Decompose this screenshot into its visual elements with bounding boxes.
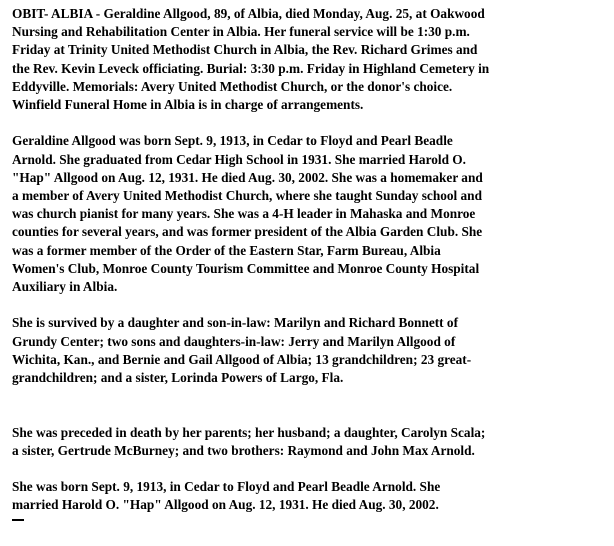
text-line: Grundy Center; two sons and daughters-in-law: Jerry and Marilyn Allgood of — [12, 333, 456, 349]
text-line: She was preceded in death by her parents; her husband; a daughter, Carolyn Scala; — [12, 424, 486, 440]
paragraph-birth-marriage — [12, 478, 604, 514]
paragraph-survivors — [12, 314, 604, 387]
paragraph-preceded-in-death — [12, 424, 604, 460]
text-line: a sister, Gertrude McBurney; and two brothers: Raymond and John Max Arnold. — [12, 442, 475, 458]
text-line: Nursing and Rehabilitation Center in Albia. Her funeral service will be 1:30 p.m. — [12, 24, 470, 40]
text-line: Auxiliary in Albia. — [12, 279, 118, 295]
text-line: Geraldine Allgood was born Sept. 9, 1913, in Cedar to Floyd and Pearl Beadle — [12, 133, 453, 149]
paragraph-spacer — [12, 460, 604, 478]
text-line: was church pianist for many years. She was a 4-H leader in Mahaska and Monroe — [12, 206, 476, 222]
text-line: married Harold O. "Hap" Allgood on Aug. 12, 1931. He died Aug. 30, 2002. — [12, 497, 439, 513]
text-line: a member of Avery United Methodist Church, where she taught Sunday school and — [12, 188, 482, 204]
paragraph-spacer — [12, 387, 604, 423]
text-line: the Rev. Kevin Leveck officiating. Burial: 3:30 p.m. Friday in Highland Cemetery in — [12, 60, 490, 76]
text-line: She is survived by a daughter and son-in-law: Marilyn and Richard Bonnett of — [12, 315, 459, 331]
paragraph-spacer — [12, 296, 604, 314]
text-line: was a former member of the Order of the Eastern Star, Farm Bureau, Albia — [12, 242, 441, 258]
text-line: Friday at Trinity United Methodist Church in Albia, the Rev. Richard Grimes and — [12, 42, 478, 58]
text-line: Women's Club, Monroe County Tourism Committee and Monroe County Hospital — [12, 260, 480, 276]
text-line: Arnold. She graduated from Cedar High School in 1931. She married Harold O. — [12, 151, 466, 167]
text-line: grandchildren; and a sister, Lorinda Powers of Largo, Fla. — [12, 370, 344, 386]
paragraph-biography — [12, 132, 604, 296]
text-line: Eddyville. Memorials: Avery United Methodist Church, or the donor's choice. — [12, 78, 453, 94]
text-line: Winfield Funeral Home in Albia is in charge of arrangements. — [12, 97, 364, 113]
text-line: "Hap" Allgood on Aug. 12, 1931. He died Aug. 30, 2002. She was a homemaker and — [12, 169, 483, 185]
text-line: Wichita, Kan., and Bernie and Gail Allgood of Albia; 13 grandchildren; 23 great- — [12, 351, 472, 367]
text-line: counties for several years, and was former president of the Albia Garden Club. She — [12, 224, 483, 240]
end-dash-divider — [12, 519, 24, 521]
text-line: She was born Sept. 9, 1913, in Cedar to Floyd and Pearl Beadle Arnold. She — [12, 479, 441, 495]
paragraph-spacer — [12, 114, 604, 132]
text-line: OBIT- ALBIA - Geraldine Allgood, 89, of Albia, died Monday, Aug. 25, at Oakwood — [12, 6, 485, 21]
paragraph-funeral-notice — [12, 5, 604, 114]
